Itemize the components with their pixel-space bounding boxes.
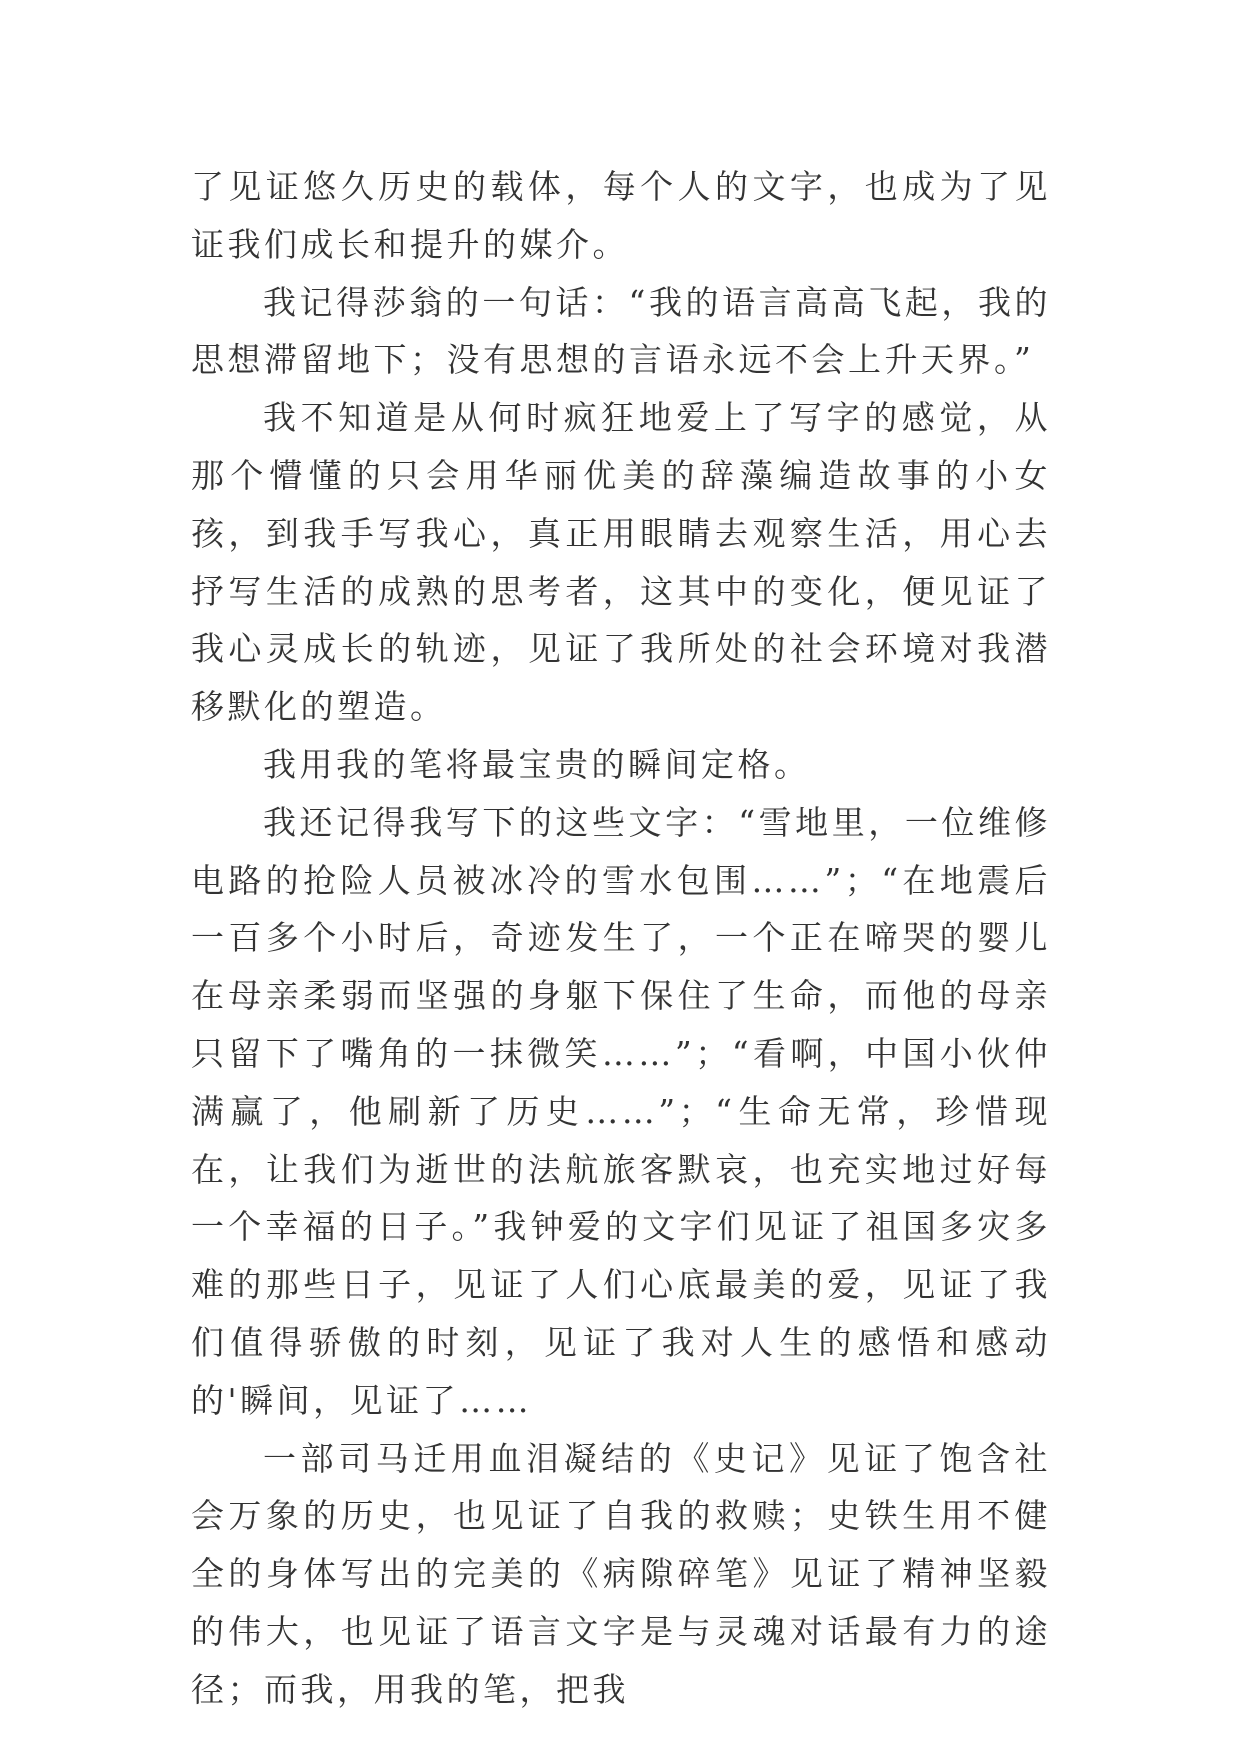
paragraph-6: 一部司马迁用血泪凝结的《史记》见证了饱含社会万象的历史，也见证了自我的救赎；史铁生用不健全的身体写出的完美的《病隙碎笔》见证了精神坚毅的伟大，也见证了语言文字是与灵魂对话最有力的途径；而我，用我的笔，把我 bbox=[191, 1438, 1051, 1709]
paragraph-2: 我记得莎翁的一句话：“我的语言高高飞起，我的思想滞留地下；没有思想的言语永远不会上升天界。” bbox=[191, 282, 1051, 380]
paragraph-4: 我用我的笔将最宝贵的瞬间定格。 bbox=[263, 744, 811, 784]
paragraph-5: 我还记得我写下的这些文字：“雪地里，一位维修电路的抢险人员被冰冷的雪水包围……”；“在地震后一百多个小时后，奇迹发生了，一个正在啼哭的婴儿在母亲柔弱而坚强的身躯下保住了生命，而他的母亲只留下了嘴角的一抹微笑……”；“看啊，中国小伙仲满赢了，他刷新了历史……”；“生命无常，珍惜现在，让我们为逝世的法航旅客默哀，也充实地过好每一个幸福的日子。”我钟爱的文字们见证了祖国多灾多难的那些日子，见证了人们心底最美的爱，见证了我们值得骄傲的时刻，见证了我对人生的感悟和感动的'瞬间，见证了…… bbox=[191, 802, 1051, 1420]
paragraph-1: 了见证悠久历史的载体，每个人的文字，也成为了见证我们成长和提升的媒介。 bbox=[191, 167, 1051, 264]
paragraph-3: 我不知道是从何时疯狂地爱上了写字的感觉，从那个懵懂的只会用华丽优美的辞藻编造故事的小女孩，到我手写我心，真正用眼睛去观察生活，用心去抒写生活的成熟的思考者，这其中的变化，便见证了我心灵成长的轨迹，见证了我所处的社会环境对我潜移默化的塑造。 bbox=[191, 398, 1051, 727]
essay-text-block bbox=[191, 158, 1051, 1719]
